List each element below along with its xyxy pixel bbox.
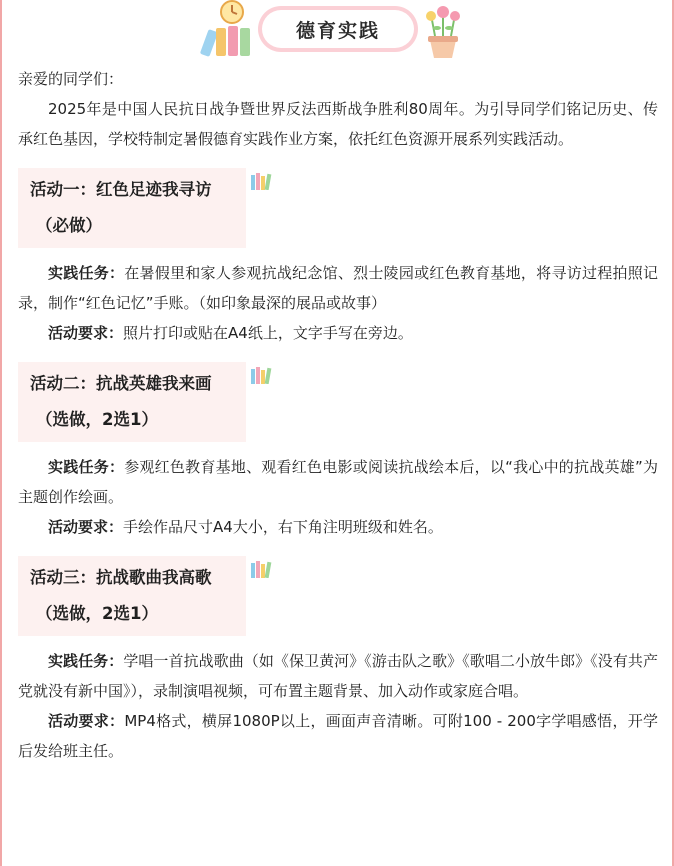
- books-icon: [250, 560, 272, 578]
- activity-tag: （选做，2选1）: [36, 604, 158, 623]
- task-label: 实践任务：: [48, 264, 125, 282]
- requirement-label: 活动要求：: [48, 712, 125, 730]
- activity-heading: [18, 168, 246, 248]
- document-body: [18, 62, 658, 766]
- task-paragraph: [18, 258, 658, 318]
- requirement-label: 活动要求：: [48, 518, 124, 536]
- task-text: 在暑假里和家人参观抗战纪念馆、烈士陵园或红色教育基地，将寻访过程拍照记录，制作“红色记忆”手账。（如印象最深的展品或故事）: [18, 264, 658, 312]
- title-banner: [258, 6, 418, 52]
- task-text: 学唱一首抗战歌曲（如《保卫黄河》《游击队之歌》《歌唱二小放牛郎》《没有共产党就没有新中国》），录制演唱视频，可布置主题背景、加入动作或家庭合唱。: [18, 652, 658, 700]
- requirement-paragraph: [18, 318, 658, 348]
- page-title: 德育实践: [262, 10, 414, 48]
- activity-title: 活动一：红色足迹我寻访: [30, 180, 212, 199]
- greeting: 亲爱的同学们：: [18, 70, 124, 88]
- requirement-text: 照片打印或贴在A4纸上，文字手写在旁边。: [123, 324, 413, 342]
- activity-tag: （选做，2选1）: [36, 410, 158, 429]
- intro-paragraph: 2025年是中国人民抗日战争暨世界反法西斯战争胜利80周年。为引导同学们铭记历史、传承红色基因，学校特制定暑假德育实践作业方案，依托红色资源开展系列实践活动。: [18, 100, 658, 148]
- task-label: 实践任务：: [48, 458, 125, 476]
- activity-title: 活动二：抗战英雄我来画: [30, 374, 212, 393]
- header: [0, 0, 674, 62]
- activity-heading: [18, 556, 246, 636]
- task-paragraph: [18, 646, 658, 706]
- activity-title: 活动三：抗战歌曲我高歌: [30, 568, 212, 587]
- task-paragraph: [18, 452, 658, 512]
- requirement-text: MP4格式，横屏1080P以上，画面声音清晰。可附100 - 200字学唱感悟，开学后发给班主任。: [18, 712, 658, 760]
- activity-heading: [18, 362, 246, 442]
- activity-section: [18, 168, 658, 248]
- activity-section: [18, 362, 658, 442]
- books-icon: [250, 366, 272, 384]
- task-label: 实践任务：: [48, 652, 124, 670]
- books-icon: [250, 172, 272, 190]
- requirement-paragraph: [18, 706, 658, 766]
- task-text: 参观红色教育基地、观看红色电影或阅读抗战绘本后，以“我心中的抗战英雄”为主题创作绘画。: [18, 458, 658, 506]
- clock-and-books-icon: [200, 0, 256, 58]
- flower-pot-icon: [420, 0, 466, 60]
- activity-section: [18, 556, 658, 636]
- activity-tag: （必做）: [36, 216, 102, 235]
- requirement-label: 活动要求：: [48, 324, 124, 342]
- requirement-paragraph: [18, 512, 658, 542]
- requirement-text: 手绘作品尺寸A4大小，右下角注明班级和姓名。: [123, 518, 443, 536]
